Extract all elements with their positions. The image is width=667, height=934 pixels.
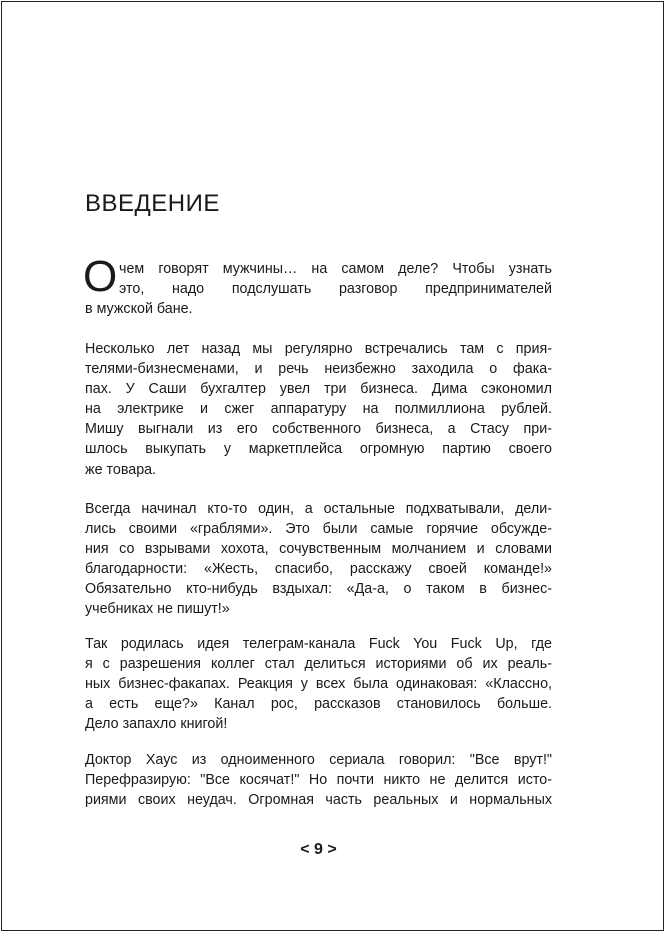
text-line: Обязательно кто-нибудь вздыхал: «Да-а, о таком в бизнес- [85, 581, 552, 598]
text-line: пах. У Саши бухгалтер увел три бизнеса. Дима сэкономил [85, 381, 552, 398]
text-line: на электрике и сжег аппаратуру на полмиллиона рублей. [85, 401, 552, 418]
text-line: телями-бизнесменами, и речь неизбежно заходила о фака- [85, 361, 552, 378]
paragraph-bath-stories [85, 339, 552, 480]
text-line: чем говорят мужчины… на самом деле? Чтобы узнать [119, 261, 552, 277]
text-line: благодарности: «Жесть, спасибо, расскажу своей команде!» [85, 561, 552, 578]
text-line: учебниках не пишут!» [85, 601, 230, 618]
paragraph-discussions [85, 499, 552, 620]
text-line: Мишу выгнали из его собственного бизнеса, а Стасу при- [85, 421, 552, 438]
paragraph-intro [83, 252, 552, 319]
text-line: же товара. [85, 461, 157, 478]
page-title: ВВЕДЕНИЕ [85, 190, 220, 217]
page-number: < 9 > [300, 841, 337, 858]
paragraph-doctor-house [85, 750, 552, 830]
text-line: Всегда начинал кто-то один, а остальные подхватывали, дели- [85, 501, 552, 517]
text-line: Дело запахло книгой! [85, 716, 228, 733]
text-line: ния со взрывами хохота, сочувственным молчанием и словами [85, 541, 552, 558]
text-line: риями своих неудач. Огромная часть реальных и нормальных [85, 792, 552, 809]
text-line: шлось выкупать у маркетплейса огромную партию своего [85, 441, 552, 458]
text-line: я с разрешения коллег стал делиться историями об их реаль- [85, 656, 552, 673]
drop-cap: О [83, 252, 118, 301]
text-line: Так родилась идея телеграм-канала Fuck You Fuck Up, где [85, 636, 552, 652]
text-line: лись своими «граблями». Это были самые горячие обсужде- [85, 521, 552, 538]
paragraph-telegram-channel [85, 634, 552, 734]
text-line: Перефразирую: "Все косячат!" Но почти никто не делится исто- [85, 772, 552, 789]
text-line: Доктор Хаус из одноименного сериала говорил: "Все врут!" [85, 752, 552, 768]
text-line: Несколько лет назад мы регулярно встречались там с прия- [85, 341, 552, 357]
text-line: это, надо подслушать разговор предпринимателей [119, 281, 552, 298]
text-line: в мужской бане. [85, 301, 193, 318]
text-line: ных бизнес-факапах. Реакция у всех была одинаковая: «Классно, [85, 676, 552, 693]
text-line: а есть еще?» Канал рос, рассказов становилось больше. [85, 696, 552, 713]
